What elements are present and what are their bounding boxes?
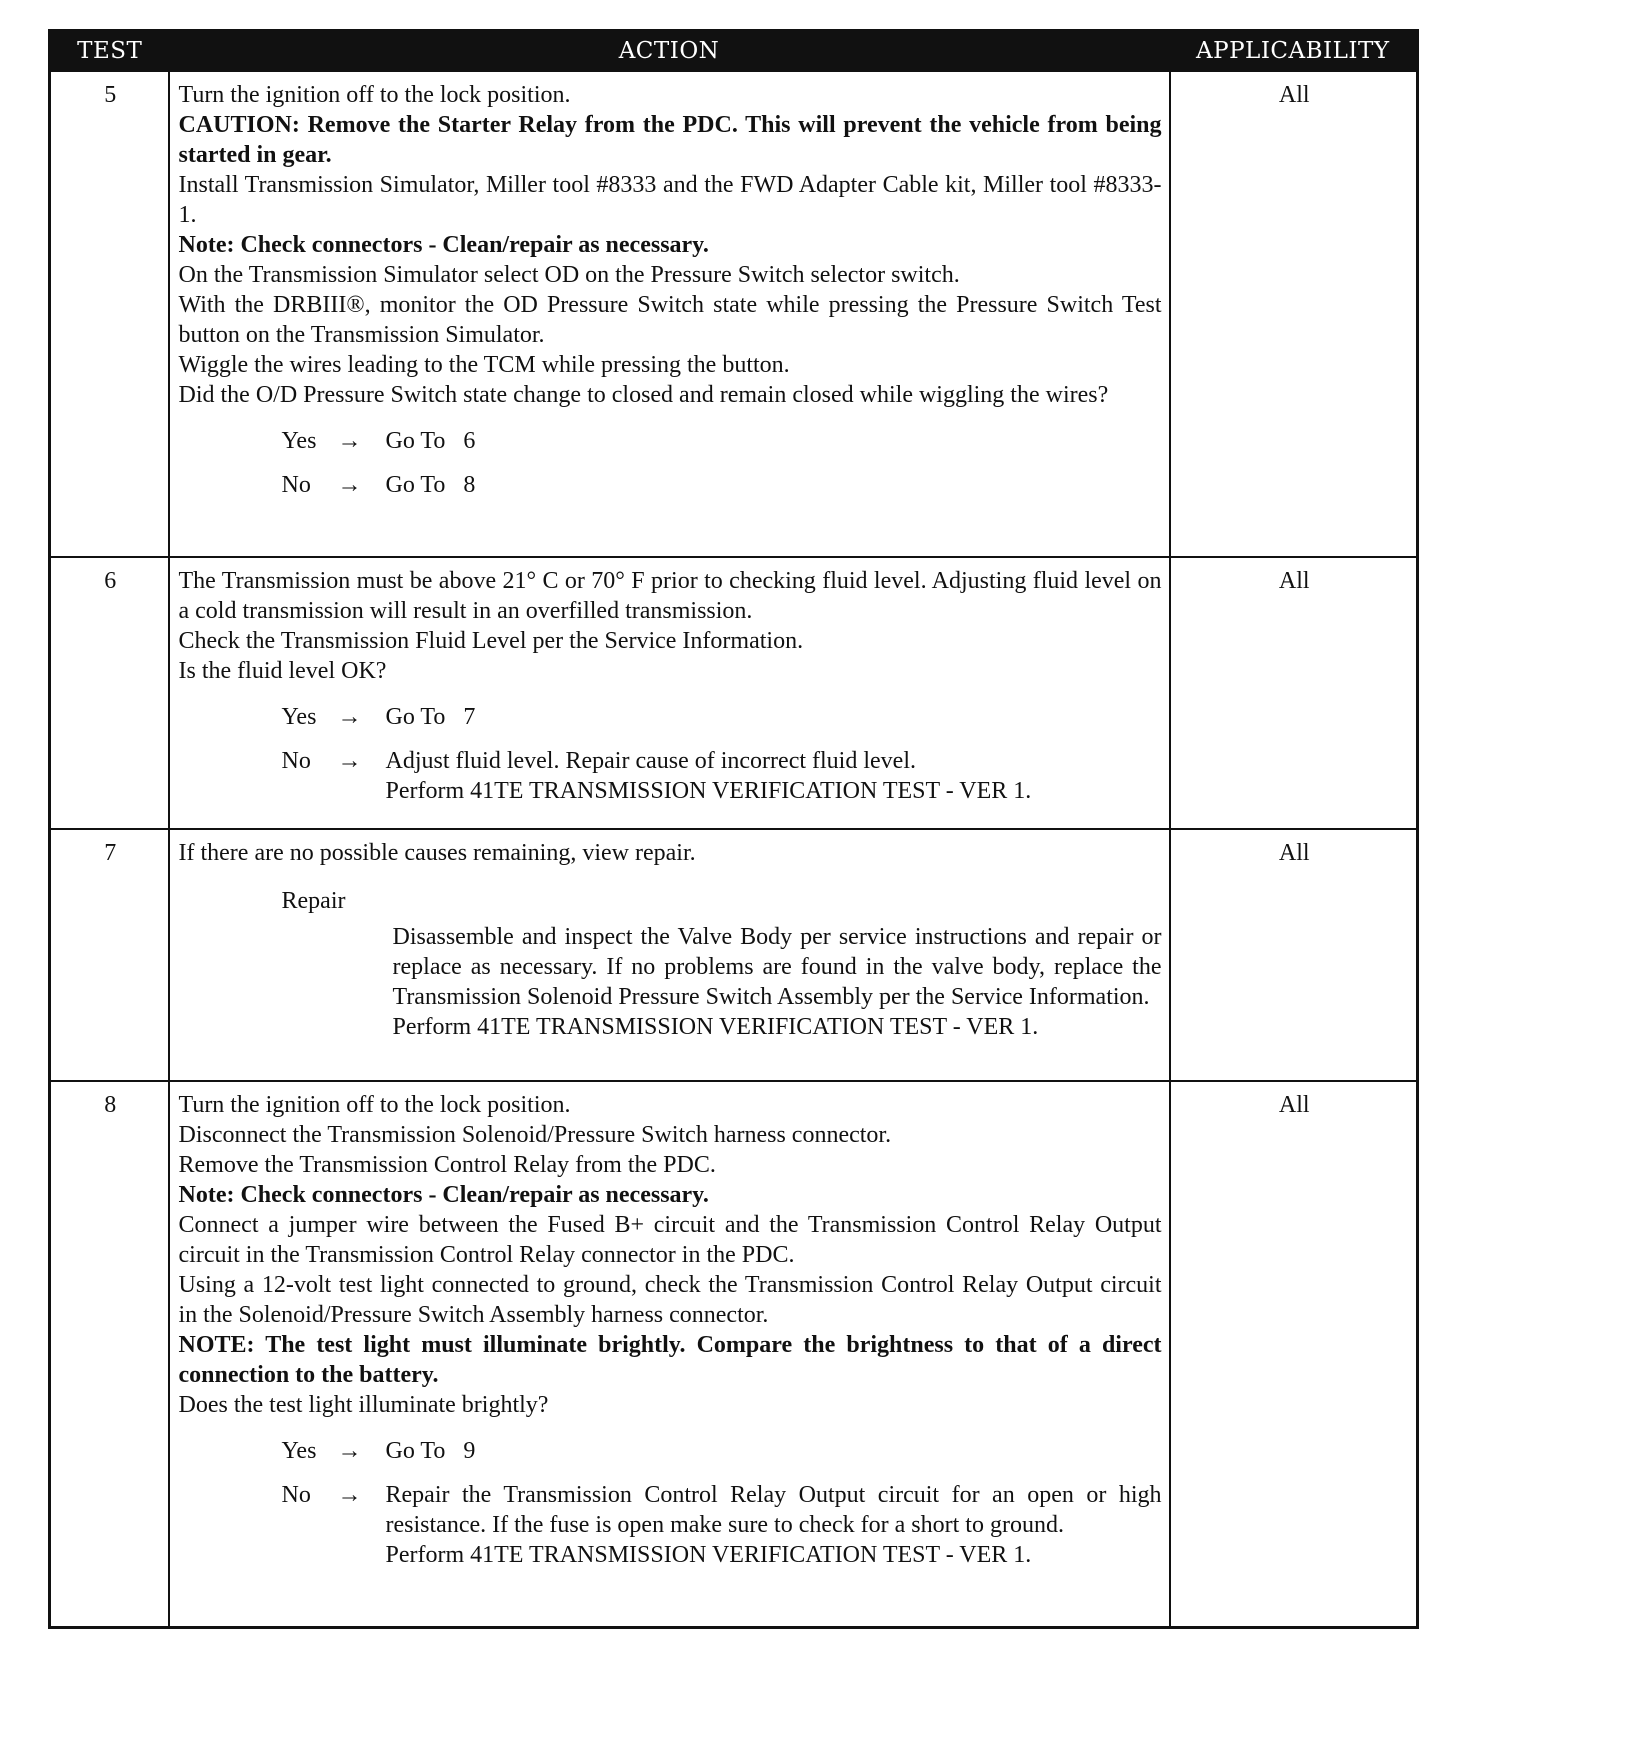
test-number: 8 xyxy=(50,1081,169,1627)
yes-result: Go To 7 xyxy=(385,704,476,730)
action-line: On the Transmission Simulator select OD on the Pressure Switch selector switch. xyxy=(178,262,960,288)
table-row-test-6 xyxy=(50,557,1418,829)
action-line: Remove the Transmission Control Relay from the PDC. xyxy=(178,1152,716,1178)
applicability-value: All xyxy=(1170,557,1418,829)
applicability-value: All xyxy=(1170,71,1418,557)
note-line: NOTE: The test light must illuminate brightly. Compare the brightness to that of a direct connection to the battery. xyxy=(178,1332,1162,1388)
no-label: No xyxy=(281,1482,311,1508)
verification-line: Perform 41TE TRANSMISSION VERIFICATION TEST - VER 1. xyxy=(385,778,1032,804)
arrow-icon: → xyxy=(337,472,362,498)
action-cell xyxy=(169,71,1170,557)
no-label: No xyxy=(281,748,311,774)
no-result: Go To 8 xyxy=(385,472,476,498)
yes-branch xyxy=(282,1436,1162,1466)
arrow-icon: → xyxy=(337,748,362,774)
question-line: Is the fluid level OK? xyxy=(178,658,387,684)
question-line: Did the O/D Pressure Switch state change to closed and remain closed while wiggling the wires? xyxy=(178,382,1109,408)
header-applicability: APPLICABILITY xyxy=(1170,31,1418,72)
yes-label: Yes xyxy=(281,1438,317,1464)
no-branch xyxy=(282,470,1162,500)
yes-label: Yes xyxy=(281,428,317,454)
test-number: 7 xyxy=(50,829,169,1081)
yes-result: Go To 6 xyxy=(385,428,476,454)
action-line: Using a 12-volt test light connected to ground, check the Transmission Control Relay Output circuit in the Solenoid/Pressure Switch Assembly harness connector. xyxy=(178,1272,1162,1328)
action-cell xyxy=(169,557,1170,829)
table-header-row xyxy=(50,31,1418,72)
verification-line: Perform 41TE TRANSMISSION VERIFICATION TEST - VER 1. xyxy=(385,1542,1032,1568)
header-test: TEST xyxy=(50,31,169,72)
no-result xyxy=(386,1480,1162,1570)
applicability-value: All xyxy=(1170,1081,1418,1627)
arrow-icon: → xyxy=(337,428,362,454)
no-branch xyxy=(282,1480,1162,1570)
action-line: Check the Transmission Fluid Level per the Service Information. xyxy=(178,628,804,654)
arrow-icon: → xyxy=(337,1482,362,1508)
table-row-test-8 xyxy=(50,1081,1418,1627)
arrow-icon: → xyxy=(337,704,362,730)
no-result-line: Repair the Transmission Control Relay Output circuit for an open or high resistance. If the fuse is open make sure to check for a short to ground. xyxy=(385,1482,1162,1538)
verification-line: Perform 41TE TRANSMISSION VERIFICATION TEST - VER 1. xyxy=(392,1014,1039,1040)
yes-result: Go To 9 xyxy=(385,1438,476,1464)
test-number: 5 xyxy=(50,71,169,557)
action-line: Turn the ignition off to the lock position. xyxy=(178,1092,571,1118)
action-line: Install Transmission Simulator, Miller tool #8333 and the FWD Adapter Cable kit, Miller tool #8333-1. xyxy=(178,172,1162,228)
test-number: 6 xyxy=(50,557,169,829)
action-line: Disconnect the Transmission Solenoid/Pressure Switch harness connector. xyxy=(178,1122,892,1148)
arrow-icon: → xyxy=(337,1438,362,1464)
header-action: ACTION xyxy=(169,31,1170,72)
table-row-test-5 xyxy=(50,71,1418,557)
applicability-value: All xyxy=(1170,829,1418,1081)
action-line: The Transmission must be above 21° C or 70° F prior to checking fluid level. Adjusting fluid level on a cold transmission will result in an overfilled transmission. xyxy=(178,568,1162,624)
table-row-test-7 xyxy=(50,829,1418,1081)
yes-branch xyxy=(282,426,1162,456)
repair-text: Disassemble and inspect the Valve Body per service instructions and repair or replace as necessary. If no problems are found in the valve body, replace the Transmission Solenoid Pressure Switch Assembly per the Service Information. xyxy=(392,924,1162,1010)
caution-line: CAUTION: Remove the Starter Relay from the PDC. This will prevent the vehicle from being started in gear. xyxy=(178,112,1162,168)
repair-label: Repair xyxy=(281,888,346,914)
yes-branch xyxy=(282,702,1162,732)
action-cell xyxy=(169,1081,1170,1627)
question-line: Does the test light illuminate brightly? xyxy=(178,1392,549,1418)
action-line: Connect a jumper wire between the Fused B+ circuit and the Transmission Control Relay Output circuit in the Transmission Control Relay connector in the PDC. xyxy=(178,1212,1162,1268)
no-result-line: Adjust fluid level. Repair cause of incorrect fluid level. xyxy=(385,748,916,774)
note-line: Note: Check connectors - Clean/repair as necessary. xyxy=(178,1182,709,1208)
note-line: Note: Check connectors - Clean/repair as necessary. xyxy=(178,232,709,258)
no-branch xyxy=(282,746,1162,806)
action-line: Turn the ignition off to the lock position. xyxy=(178,82,571,108)
action-line: With the DRBIII®, monitor the OD Pressure Switch state while pressing the Pressure Switch Test button on the Transmission Simulator. xyxy=(178,292,1162,348)
diagnostic-test-table xyxy=(48,29,1419,1629)
yes-label: Yes xyxy=(281,704,317,730)
action-line: If there are no possible causes remaining, view repair. xyxy=(178,840,696,866)
action-line: Wiggle the wires leading to the TCM while pressing the button. xyxy=(178,352,790,378)
no-label: No xyxy=(281,472,311,498)
action-cell xyxy=(169,829,1170,1081)
no-result xyxy=(386,746,1162,806)
